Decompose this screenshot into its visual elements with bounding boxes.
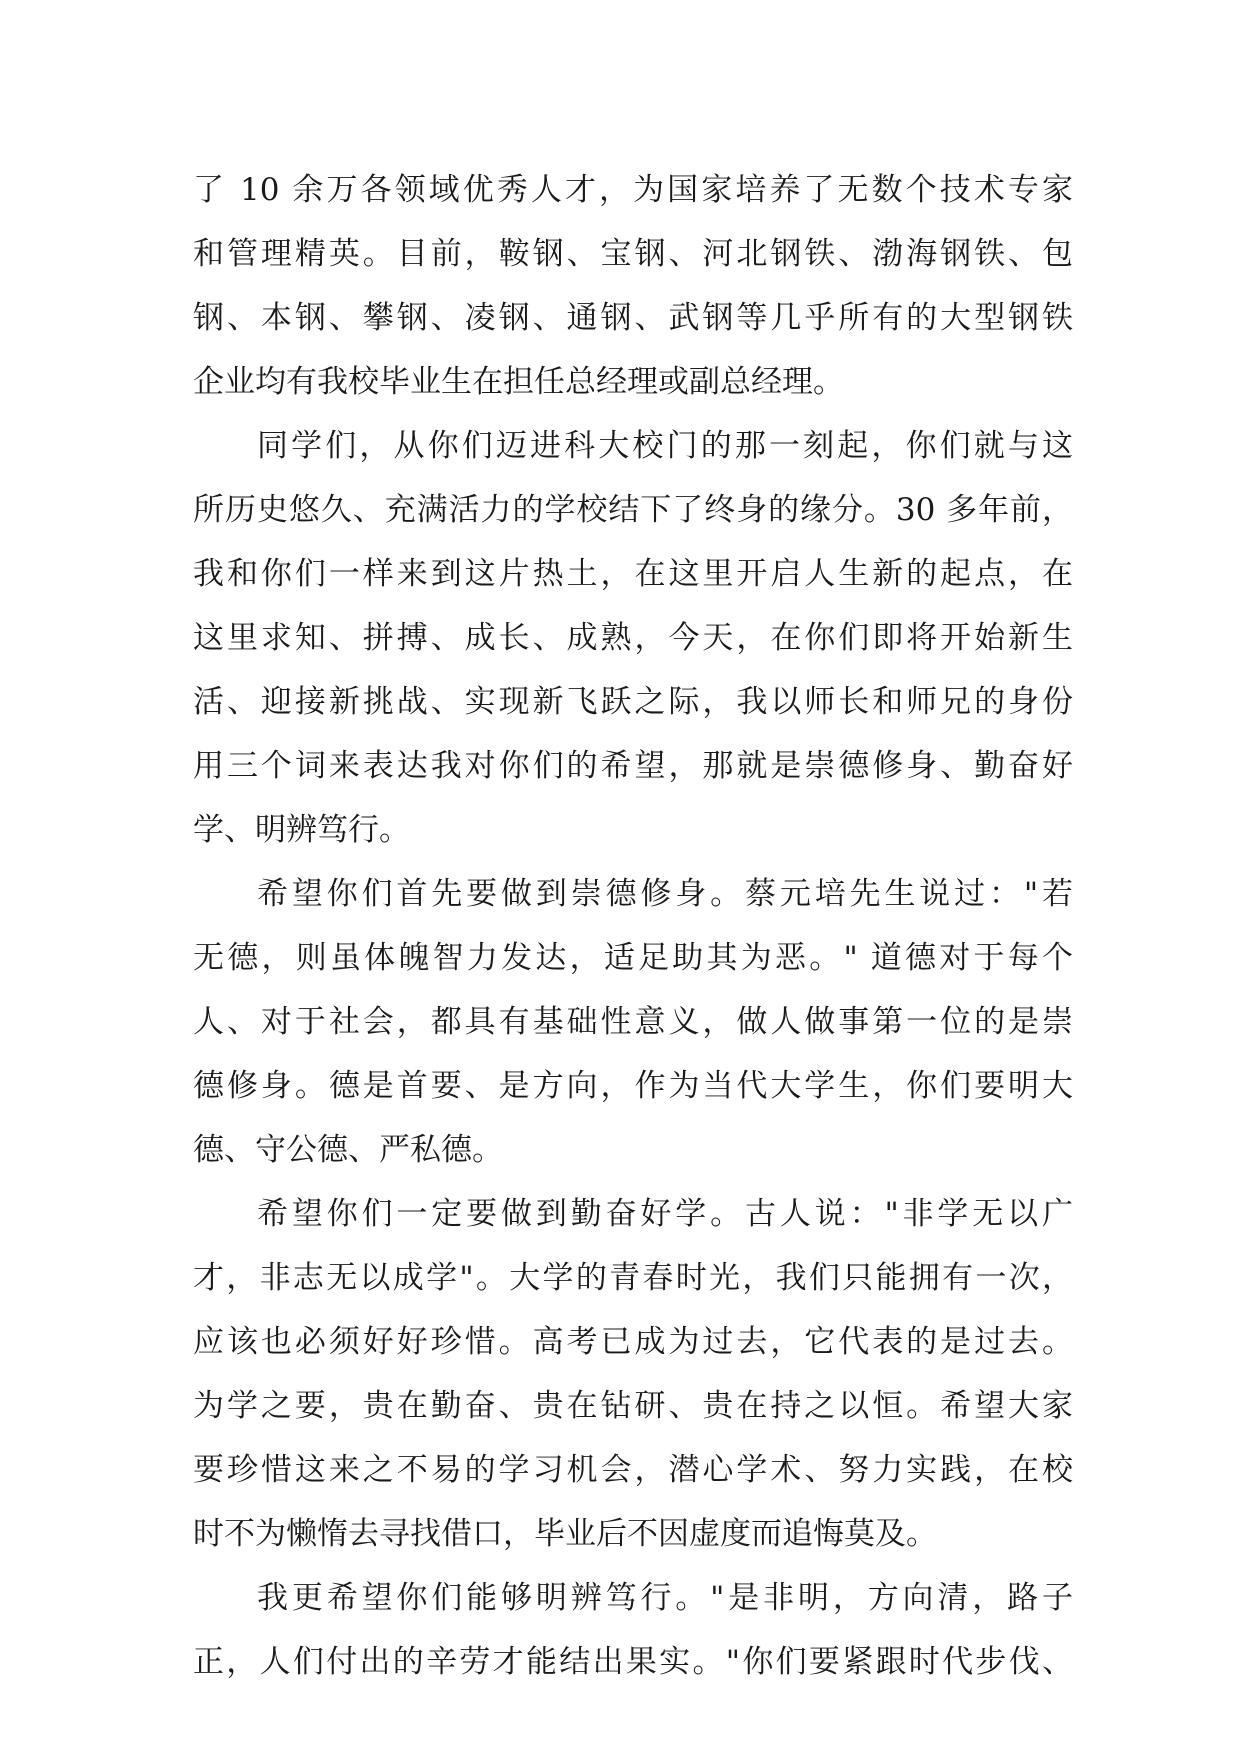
text-line: 钢、本钢、攀钢、凌钢、通钢、武钢等几乎所有的大型钢铁: [193, 300, 1073, 336]
text-line: 希望你们首先要做到崇德修身。蔡元培先生说过："若: [257, 876, 1073, 912]
text-line: 所历史悠久、充满活力的学校结下了终身的缘分。30 多年前，: [193, 492, 1073, 528]
text-line: 要珍惜这来之不易的学习机会，潜心学术、努力实践，在校: [193, 1452, 1073, 1488]
text-line: 学、明辨笃行。: [193, 812, 410, 848]
text-line: 和管理精英。目前，鞍钢、宝钢、河北钢铁、渤海钢铁、包: [193, 236, 1073, 272]
text-line: 企业均有我校毕业生在担任总经理或副总经理。: [193, 364, 844, 400]
text-line: 了 10 余万各领域优秀人才，为国家培养了无数个技术专家: [193, 172, 1073, 208]
text-line: 为学之要，贵在勤奋、贵在钻研、贵在持之以恒。希望大家: [193, 1388, 1073, 1424]
text-line: 无德，则虽体魄智力发达，适足助其为恶。" 道德对于每个: [193, 940, 1073, 976]
text-line: 才，非志无以成学"。大学的青春时光，我们只能拥有一次，: [193, 1260, 1073, 1296]
document-body-text: [193, 158, 1073, 1694]
text-line: 希望你们一定要做到勤奋好学。古人说："非学无以广: [257, 1196, 1073, 1232]
text-line: 同学们，从你们迈进科大校门的那一刻起，你们就与这: [257, 428, 1073, 464]
text-line: 德修身。德是首要、是方向，作为当代大学生，你们要明大: [193, 1068, 1073, 1104]
text-line: 活、迎接新挑战、实现新飞跃之际，我以师长和师兄的身份: [193, 684, 1073, 720]
text-line: 正，人们付出的辛劳才能结出果实。"你们要紧跟时代步伐、: [193, 1644, 1073, 1680]
text-line: 用三个词来表达我对你们的希望，那就是崇德修身、勤奋好: [193, 748, 1073, 784]
text-line: 这里求知、拼搏、成长、成熟，今天，在你们即将开始新生: [193, 620, 1073, 656]
text-line: 时不为懒惰去寻找借口，毕业后不因虚度而追悔莫及。: [193, 1516, 937, 1552]
text-line: 我更希望你们能够明辨笃行。"是非明，方向清，路子: [257, 1580, 1073, 1616]
text-line: 应该也必须好好珍惜。高考已成为过去，它代表的是过去。: [193, 1324, 1073, 1360]
text-line: 我和你们一样来到这片热土，在这里开启人生新的起点，在: [193, 556, 1073, 592]
text-line: 德、守公德、严私德。: [193, 1132, 503, 1168]
text-line: 人、对于社会，都具有基础性意义，做人做事第一位的是崇: [193, 1004, 1073, 1040]
